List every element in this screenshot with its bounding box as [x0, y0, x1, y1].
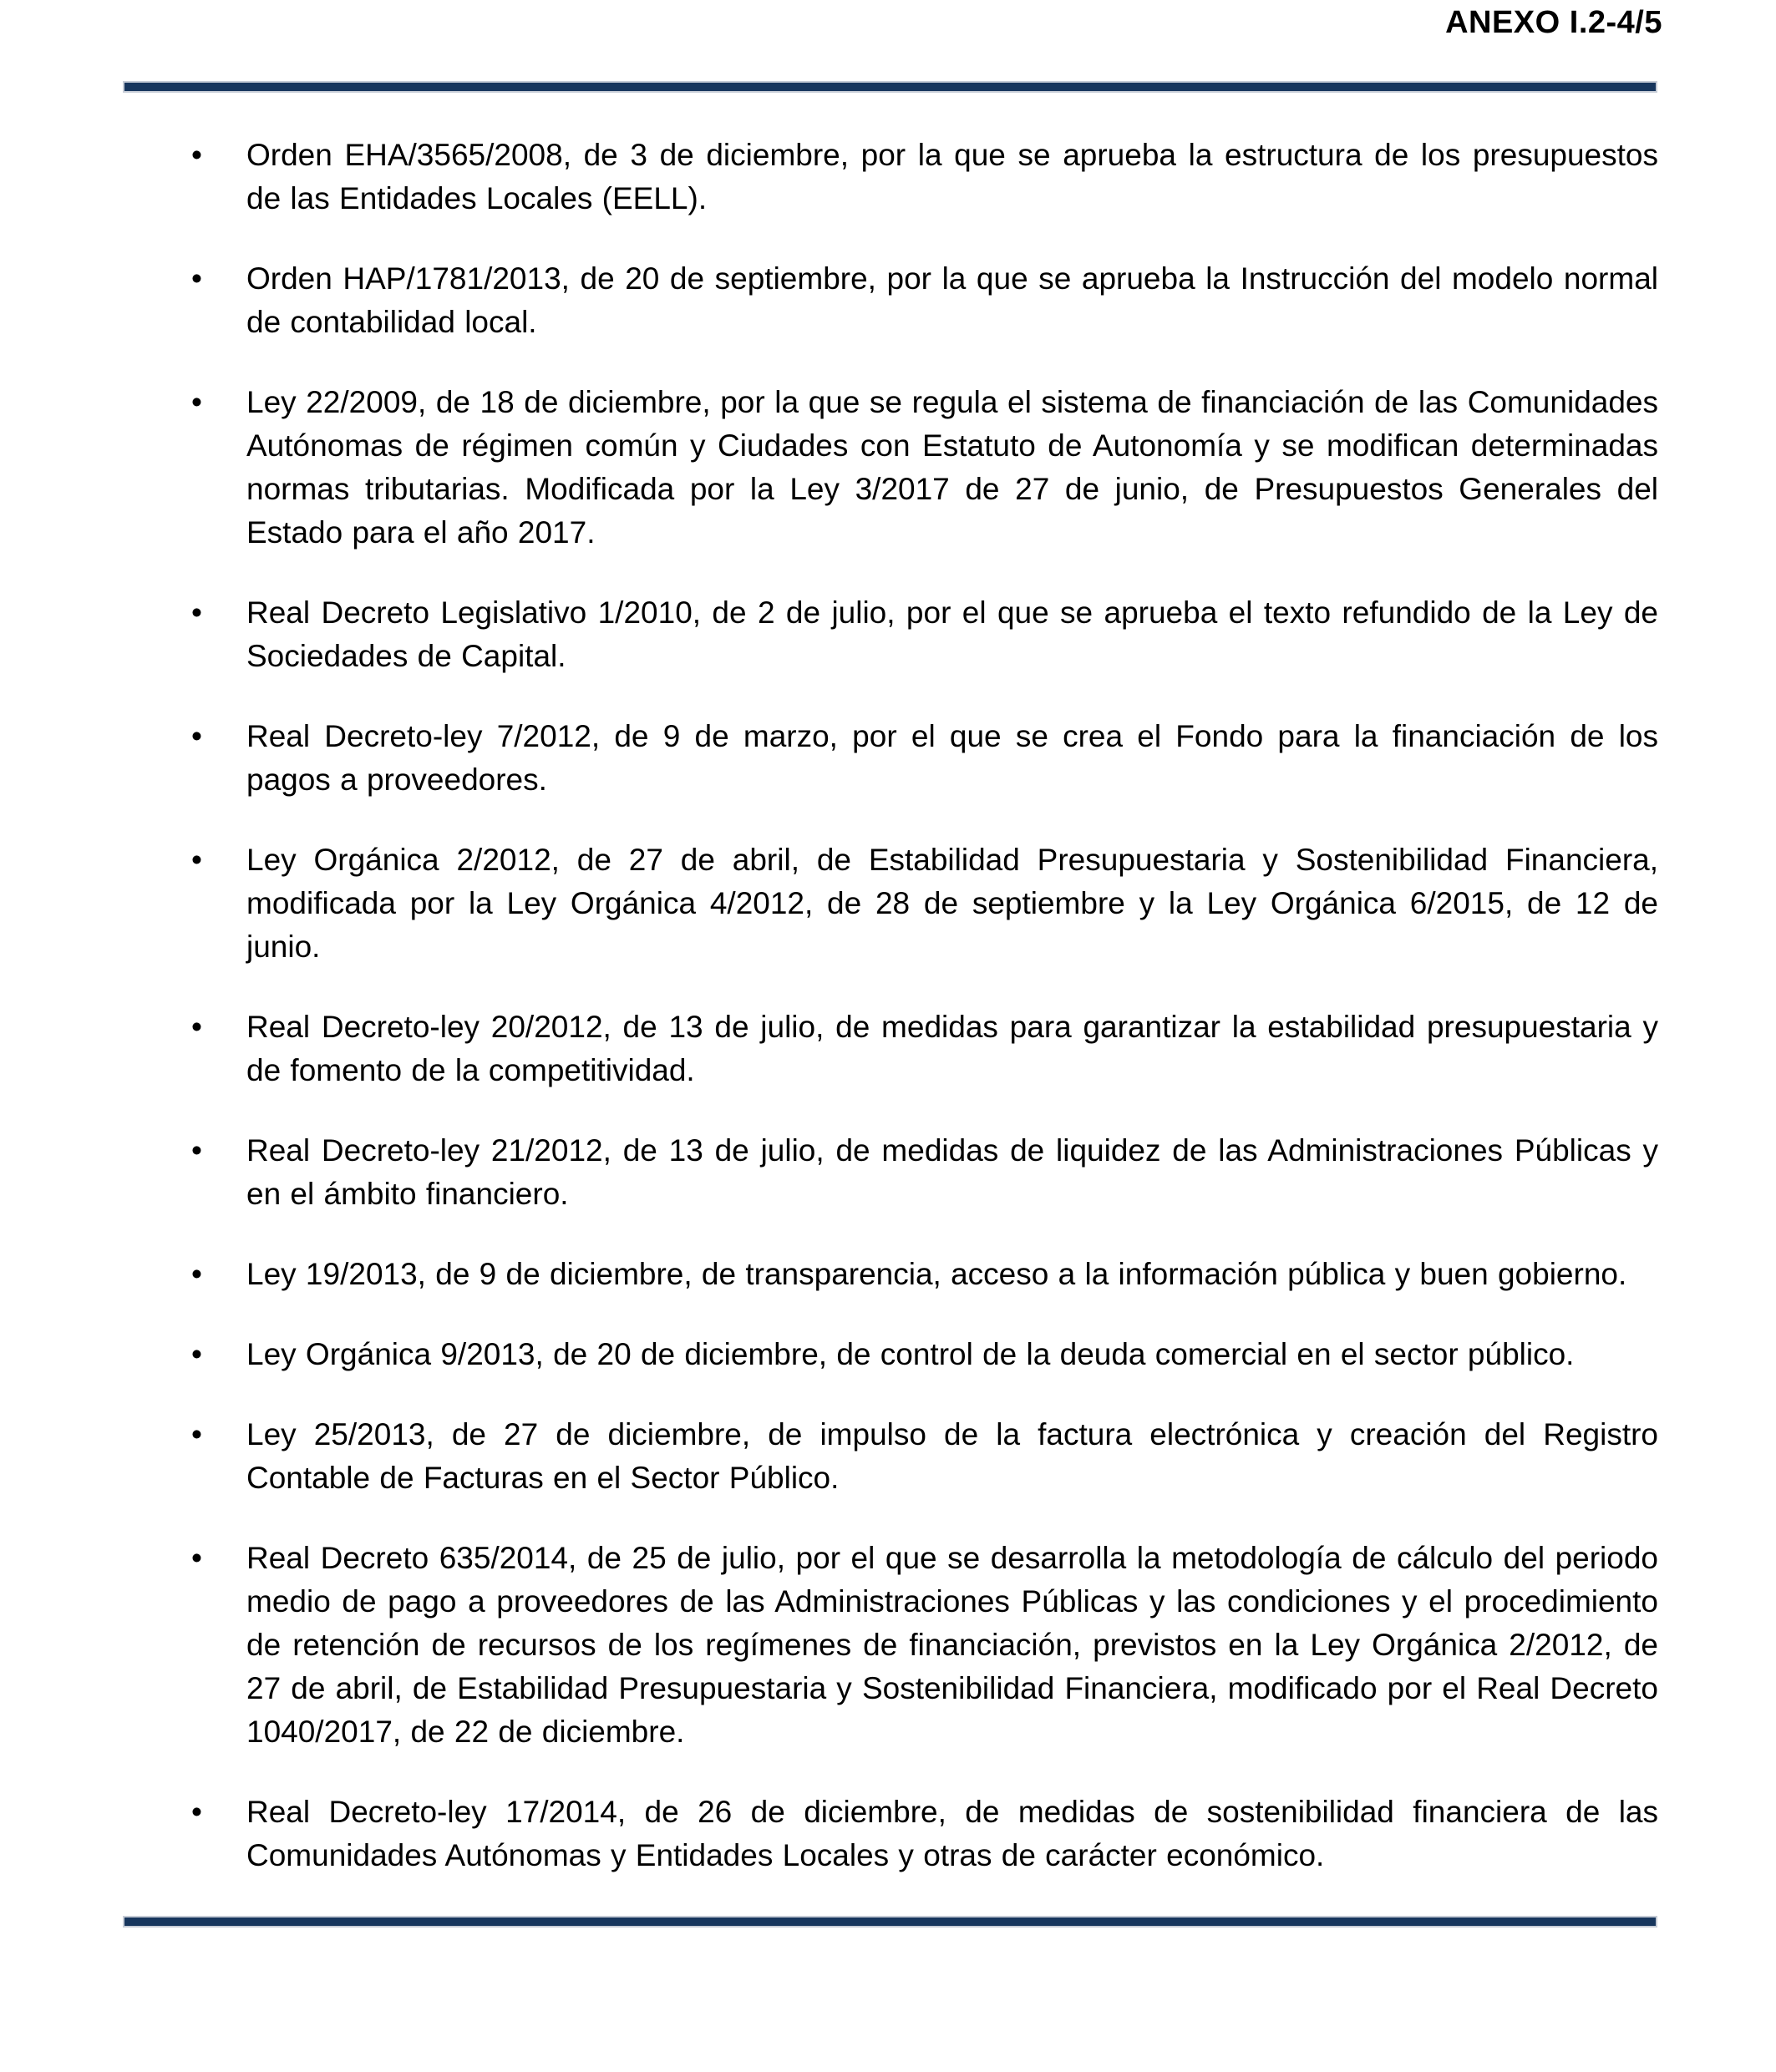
- list-item: • Real Decreto 635/2014, de 25 de julio, por el que se desarrolla la metodología de cálculo del periodo medio de pago a proveedores de las Administraciones Públicas y las condiciones y el procedimiento de retención de recursos de los regímenes de financiación, previstos en la Ley Orgánica 2/2012, de 27 de abril, de Estabilidad Presupuestaria y Sostenibilidad Financiera, modificado por el Real Decreto 1040/2017, de 22 de diciembre.: [246, 1537, 1658, 1754]
- list-item: • Ley Orgánica 2/2012, de 27 de abril, de Estabilidad Presupuestaria y Sostenibilidad Financiera, modificada por la Ley Orgánica 4/2012, de 28 de septiembre y la Ley Orgánica 6/2015, de 12 de junio.: [246, 838, 1658, 969]
- list-item: • Real Decreto-ley 20/2012, de 13 de julio, de medidas para garantizar la estabilidad presupuestaria y de fomento de la competitividad.: [246, 1006, 1658, 1092]
- bottom-horizontal-rule: [123, 1916, 1657, 1928]
- top-horizontal-rule: [123, 81, 1657, 93]
- list-item: • Ley Orgánica 9/2013, de 20 de diciembre, de control de la deuda comercial en el sector público.: [246, 1333, 1658, 1376]
- list-item: • Real Decreto Legislativo 1/2010, de 2 de julio, por el que se aprueba el texto refundido de la Ley de Sociedades de Capital.: [246, 591, 1658, 678]
- list-item: • Ley 19/2013, de 9 de diciembre, de transparencia, acceso a la información pública y buen gobierno.: [246, 1253, 1658, 1296]
- list-item: • Real Decreto-ley 17/2014, de 26 de diciembre, de medidas de sostenibilidad financiera de las Comunidades Autónomas y Entidades Locales y otras de carácter económico.: [246, 1791, 1658, 1877]
- annex-header-label: ANEXO I.2-4/5: [1445, 5, 1662, 40]
- list-item: • Real Decreto-ley 21/2012, de 13 de julio, de medidas de liquidez de las Administraciones Públicas y en el ámbito financiero.: [246, 1129, 1658, 1216]
- list-item: • Real Decreto-ley 7/2012, de 9 de marzo, por el que se crea el Fondo para la financiación de los pagos a proveedores.: [246, 715, 1658, 802]
- list-item: • Ley 25/2013, de 27 de diciembre, de impulso de la factura electrónica y creación del Registro Contable de Facturas en el Sector Público.: [246, 1413, 1658, 1500]
- legal-references-list: [246, 134, 1658, 1914]
- list-item: • Ley 22/2009, de 18 de diciembre, por la que se regula el sistema de financiación de las Comunidades Autónomas de régimen común y Ciudades con Estatuto de Autonomía y se modifican determinadas normas tributarias. Modificada por la Ley 3/2017 de 27 de junio, de Presupuestos Generales del Estado para el año 2017.: [246, 381, 1658, 555]
- list-item: • Orden HAP/1781/2013, de 20 de septiembre, por la que se aprueba la Instrucción del modelo normal de contabilidad local.: [246, 257, 1658, 344]
- list-item: • Orden EHA/3565/2008, de 3 de diciembre, por la que se aprueba la estructura de los presupuestos de las Entidades Locales (EELL).: [246, 134, 1658, 220]
